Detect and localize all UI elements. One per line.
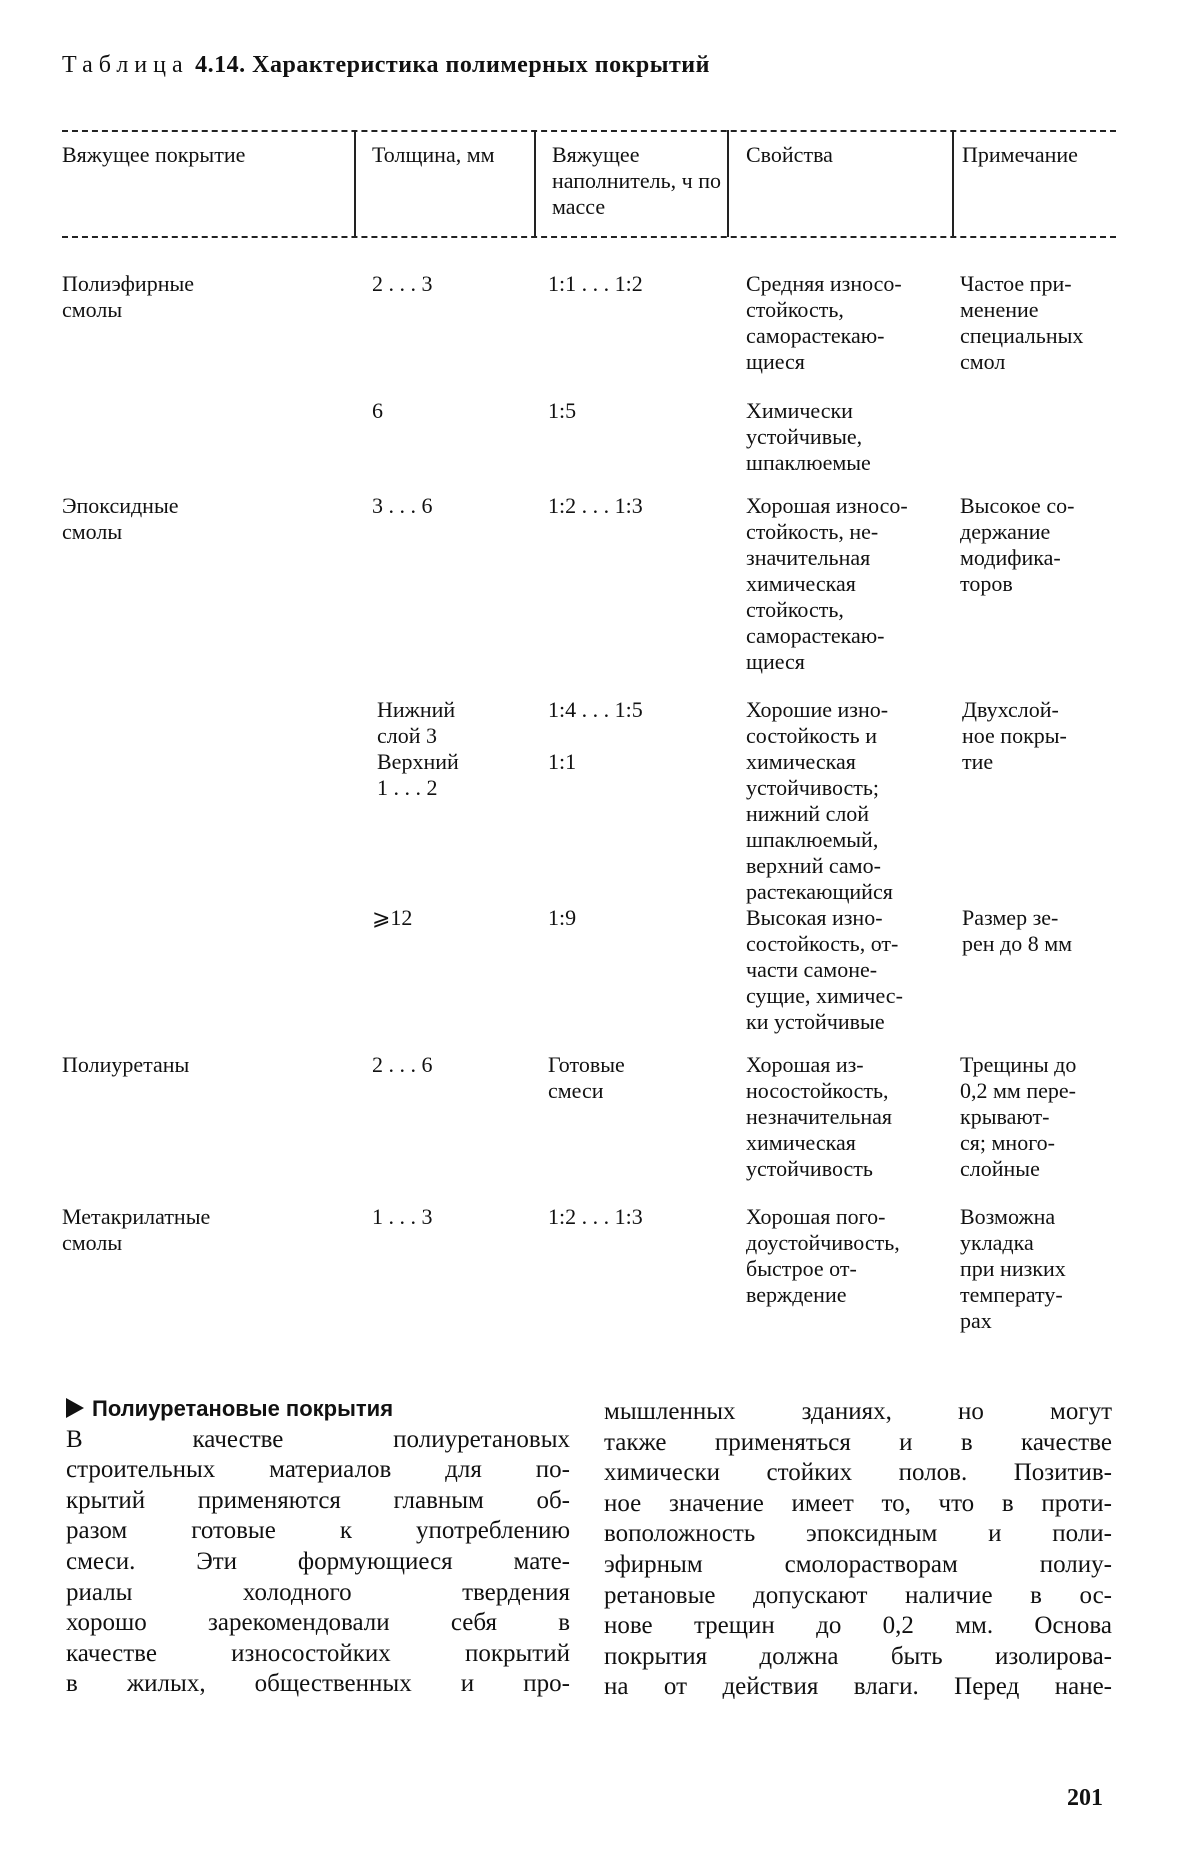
cell-note: Возможна укладка при низких температу- рах <box>960 1204 1066 1333</box>
paragraph-line: также применяться и в качестве <box>604 1428 1112 1456</box>
cell-thickness: 2 . . . 3 <box>372 271 433 296</box>
cell-note: Частое при- менение специальных смол <box>960 271 1084 374</box>
cell-binder: Метакрилатные смолы <box>62 1204 211 1255</box>
paragraph-line: воположность эпоксидным и поли- <box>604 1520 1112 1548</box>
paragraph-line: химически стойких полов. Позитив- <box>604 1459 1112 1487</box>
paragraph-line: нове трещин до 0,2 мм. Основа <box>604 1612 1112 1640</box>
paragraph-line: эфирным смолорастворам полиу- <box>604 1550 1112 1578</box>
text-column-right <box>604 1397 1112 1703</box>
column-divider-1 <box>354 130 356 237</box>
cell-binder: Полиуретаны <box>62 1052 190 1077</box>
cell-properties: Химически устойчивые, шпаклюемые <box>746 398 871 475</box>
triangle-bullet-icon <box>66 1398 84 1418</box>
paragraph-line: крытий применяются главным об- <box>66 1486 570 1514</box>
cell-note: Размер зе- рен до 8 мм <box>962 905 1073 956</box>
cell-properties: Хорошая пого- доустойчивость, быстрое от- верждение <box>746 1204 900 1307</box>
column-divider-4 <box>952 130 954 237</box>
paragraph-line: ретановые допускают наличие в ос- <box>604 1581 1112 1609</box>
cell-thickness: Нижний слой 3 Верхний 1 . . . 2 <box>377 697 459 800</box>
paragraph-line: В качестве полиуретановых <box>66 1425 570 1453</box>
paragraph-line: ное значение имеет то, что в проти- <box>604 1489 1112 1517</box>
table-caption <box>62 52 710 79</box>
paragraph-line: в жилых, общественных и про- <box>66 1670 570 1698</box>
cell-ratio: 1:9 <box>548 905 577 930</box>
caption-title: 4.14. Характеристика полимерных покрытий <box>195 52 710 78</box>
header-note: Примечание <box>962 142 1078 167</box>
cell-thickness: ⩾12 <box>372 905 413 930</box>
table-header-rule <box>62 236 1116 238</box>
header-ratio: Вяжущее наполнитель, ч по массе <box>552 142 721 219</box>
column-divider-2 <box>534 130 536 237</box>
cell-properties: Хорошая из- носостойкость, незначительная химическая устойчивость <box>746 1052 893 1181</box>
paragraph-line: качестве износостойких покрытий <box>66 1639 570 1667</box>
paragraph-line: покрытия должна быть изолирова- <box>604 1642 1112 1670</box>
cell-properties: Хорошая износо- стойкость, не- значительная химическая стойкость, саморастекаю- щиеся <box>746 493 908 674</box>
cell-binder: Эпоксидные смолы <box>62 493 179 544</box>
header-thickness: Толщина, мм <box>372 142 495 167</box>
paragraph-line: мышленных зданиях, но могут <box>604 1398 1112 1425</box>
cell-properties: Хорошие изно- состойкость и химическая устойчивость; нижний слой шпаклюемый, верхний само- растекающийся <box>746 697 893 904</box>
cell-ratio: 1:2 . . . 1:3 <box>548 1204 643 1229</box>
cell-properties: Высокая изно- состойкость, от- части самоне- сущие, химичес- ки устойчивые <box>746 905 903 1034</box>
section-heading-text: Полиуретановые покрытия <box>92 1396 394 1421</box>
cell-ratio: 1:1 . . . 1:2 <box>548 271 643 296</box>
cell-binder: Полиэфирные смолы <box>62 271 195 322</box>
paragraph-line: хорошо зарекомендовали себя в <box>66 1609 570 1637</box>
text-column-left <box>66 1394 570 1700</box>
cell-thickness: 2 . . . 6 <box>372 1052 433 1077</box>
cell-ratio: 1:4 . . . 1:5 1:1 <box>548 697 643 774</box>
paragraph-line: строительных материалов для по- <box>66 1456 570 1484</box>
cell-ratio: 1:5 <box>548 398 577 423</box>
section-heading <box>66 1394 570 1425</box>
table-top-rule <box>62 130 1116 132</box>
cell-properties: Средняя износо- стойкость, саморастекаю- щиеся <box>746 271 902 374</box>
page-number: 201 <box>1067 1785 1103 1811</box>
paragraph-line: смеси. Эти формующиеся мате- <box>66 1547 570 1575</box>
cell-ratio: Готовые смеси <box>548 1052 625 1103</box>
paragraph-line: разом готовые к употреблению <box>66 1517 570 1545</box>
cell-ratio: 1:2 . . . 1:3 <box>548 493 643 518</box>
header-properties: Свойства <box>746 142 833 167</box>
column-divider-3 <box>727 130 729 237</box>
cell-thickness: 3 . . . 6 <box>372 493 433 518</box>
cell-note: Двухслой- ное покры- тие <box>962 697 1067 774</box>
caption-label: Таблица <box>62 52 189 78</box>
header-binder: Вяжущее покрытие <box>62 142 246 167</box>
cell-thickness: 6 <box>372 398 383 423</box>
cell-thickness: 1 . . . 3 <box>372 1204 433 1229</box>
paragraph-line: риалы холодного твердения <box>66 1578 570 1606</box>
cell-note: Высокое со- держание модифика- торов <box>960 493 1075 596</box>
paragraph-line: на от действия влаги. Перед нане- <box>604 1673 1112 1701</box>
cell-note: Трещины до 0,2 мм пере- крывают- ся; много- слойные <box>960 1052 1077 1181</box>
